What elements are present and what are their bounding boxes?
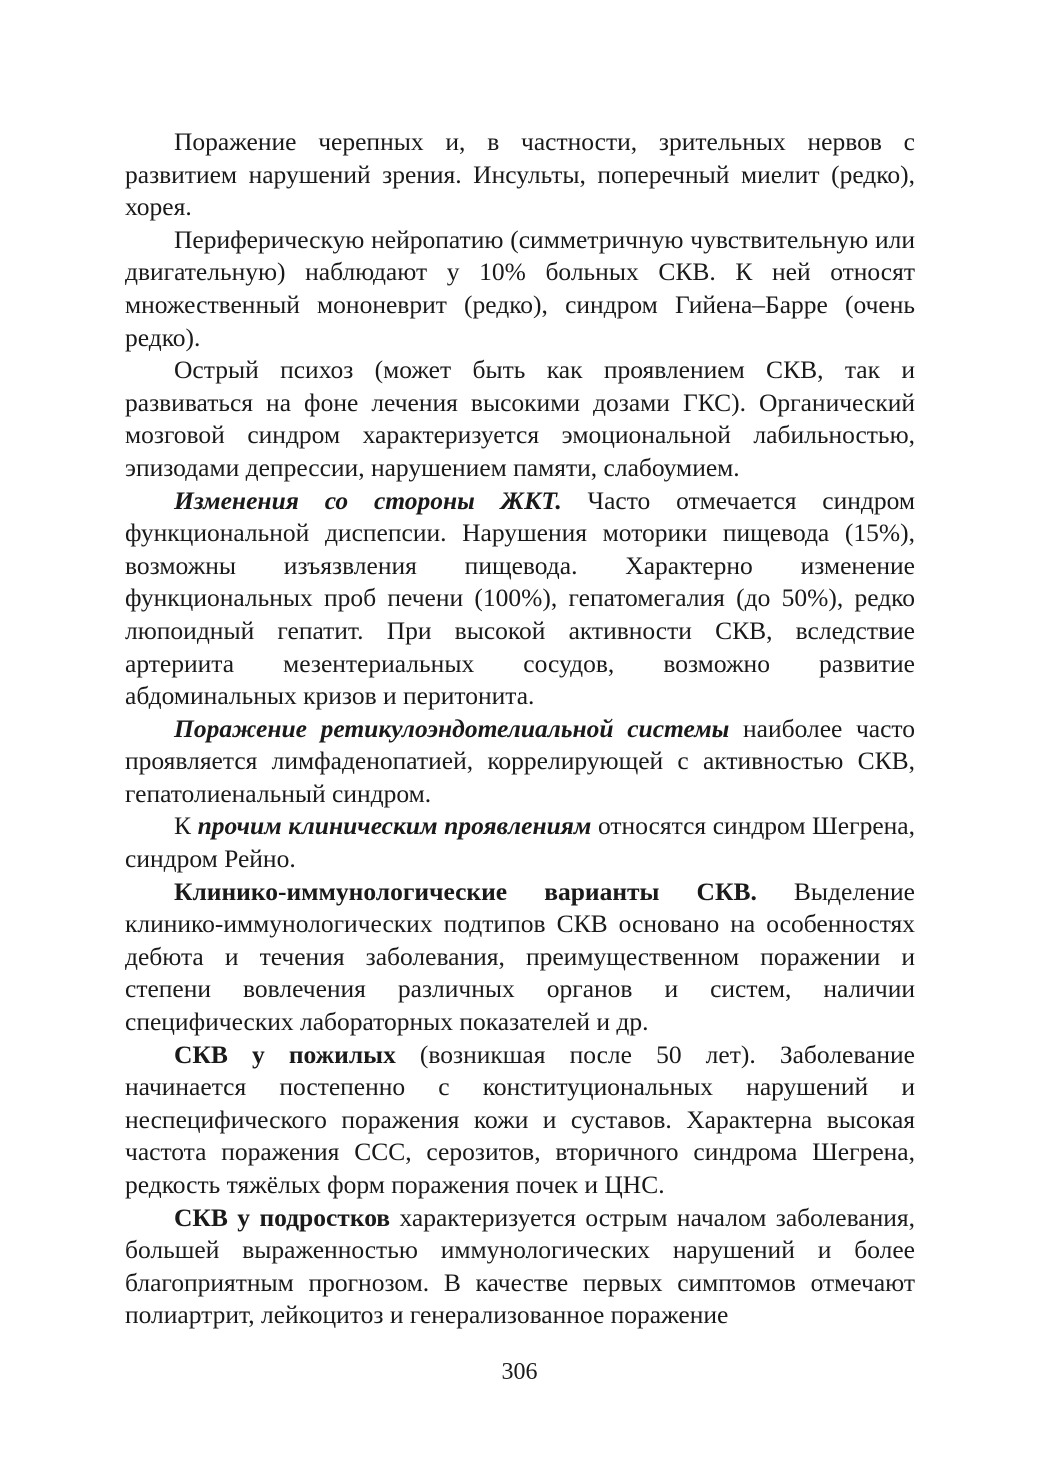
section-heading-adolescents: СКВ у подростков — [174, 1202, 391, 1232]
section-heading-variants: Клинико-иммунологические варианты СКВ. — [174, 876, 757, 906]
paragraph-text: Острый психоз (может быть как проявлением СКВ, так и развиваться на фоне лечения высокими дозами ГКС). Органический мозговой синдром характеризуется эмоциональной лабильностью, эпизодами депрессии, нарушением памяти, слабоумием. — [125, 355, 915, 482]
paragraph-neuropathy — [125, 224, 915, 354]
paragraph-nerves — [125, 126, 915, 224]
paragraph-adolescents — [125, 1202, 915, 1332]
paragraph-text: наиболее часто проявляется лимфаденопатией, коррелирующей с активностью СКВ, гепатолиенальный синдром. — [125, 713, 915, 808]
body-text — [125, 126, 915, 1332]
paragraph-reticuloendothelial — [125, 713, 915, 811]
section-heading-other: прочим клиническим проявлениям — [197, 811, 592, 841]
paragraph-text: (возникшая после 50 лет). Заболевание начинается постепенно с конституциональных нарушений и неспецифического поражения кожи и суставов. Характерна высокая частота поражения ССС, серозитов, вторичного синдрома Шегрена, редкость тяжёлых форм поражения почек и ЦНС. — [125, 1039, 915, 1199]
paragraph-psychosis — [125, 354, 915, 484]
paragraph-other-manifestations — [125, 810, 915, 875]
paragraph-text: характеризуется острым началом заболевания, большей выраженностью иммунологических нарушений и более благоприятным прогнозом. В качестве первых симптомов отмечают полиартрит, лейкоцитоз и генерализованное поражение — [125, 1202, 915, 1330]
paragraph-elderly — [125, 1039, 915, 1202]
section-heading-res: Поражение ретикулоэндотелиальной системы — [174, 713, 730, 743]
paragraph-text: относятся синдром Шегрена, синдром Рейно. — [125, 811, 915, 874]
page-number: 306 — [501, 1359, 538, 1385]
paragraph-gi-tract — [125, 485, 915, 713]
section-heading-gi: Изменения со стороны ЖКТ. — [174, 485, 562, 515]
section-heading-elderly: СКВ у пожилых — [174, 1039, 396, 1069]
paragraph-prefix: К — [174, 811, 198, 841]
paragraph-text: Часто отмечается синдром функциональной диспепсии. Нарушения моторики пищевода (15%), возможны изъязвления пищевода. Характерно изменение функциональных проб печени (100%), гепатомегалия (до 50%), редко люпоидный гепатит. При высокой активности СКВ, вследствие артериита мезентериальных сосудов, возможно развитие абдоминальных кризов и перитонита. — [125, 485, 915, 711]
paragraph-text: Поражение черепных и, в частности, зрительных нервов с развитием нарушений зрения. Инсульты, поперечный миелит (редко), хорея. — [125, 127, 915, 222]
paragraph-text: Выделение клинико-иммунологических подтипов СКВ основано на особенностях дебюта и течения заболевания, преимущественном поражении и степени вовлечения различных органов и систем, наличии специфических лабораторных показателей и др. — [125, 876, 915, 1037]
paragraph-clinical-variants — [125, 876, 915, 1039]
paragraph-text: Периферическую нейропатию (симметричную чувствительную или двигательную) наблюдают у 10% больных СКВ. К ней относят множественный мононеврит (редко), синдром Гийена–Барре (очень редко). — [125, 224, 915, 352]
